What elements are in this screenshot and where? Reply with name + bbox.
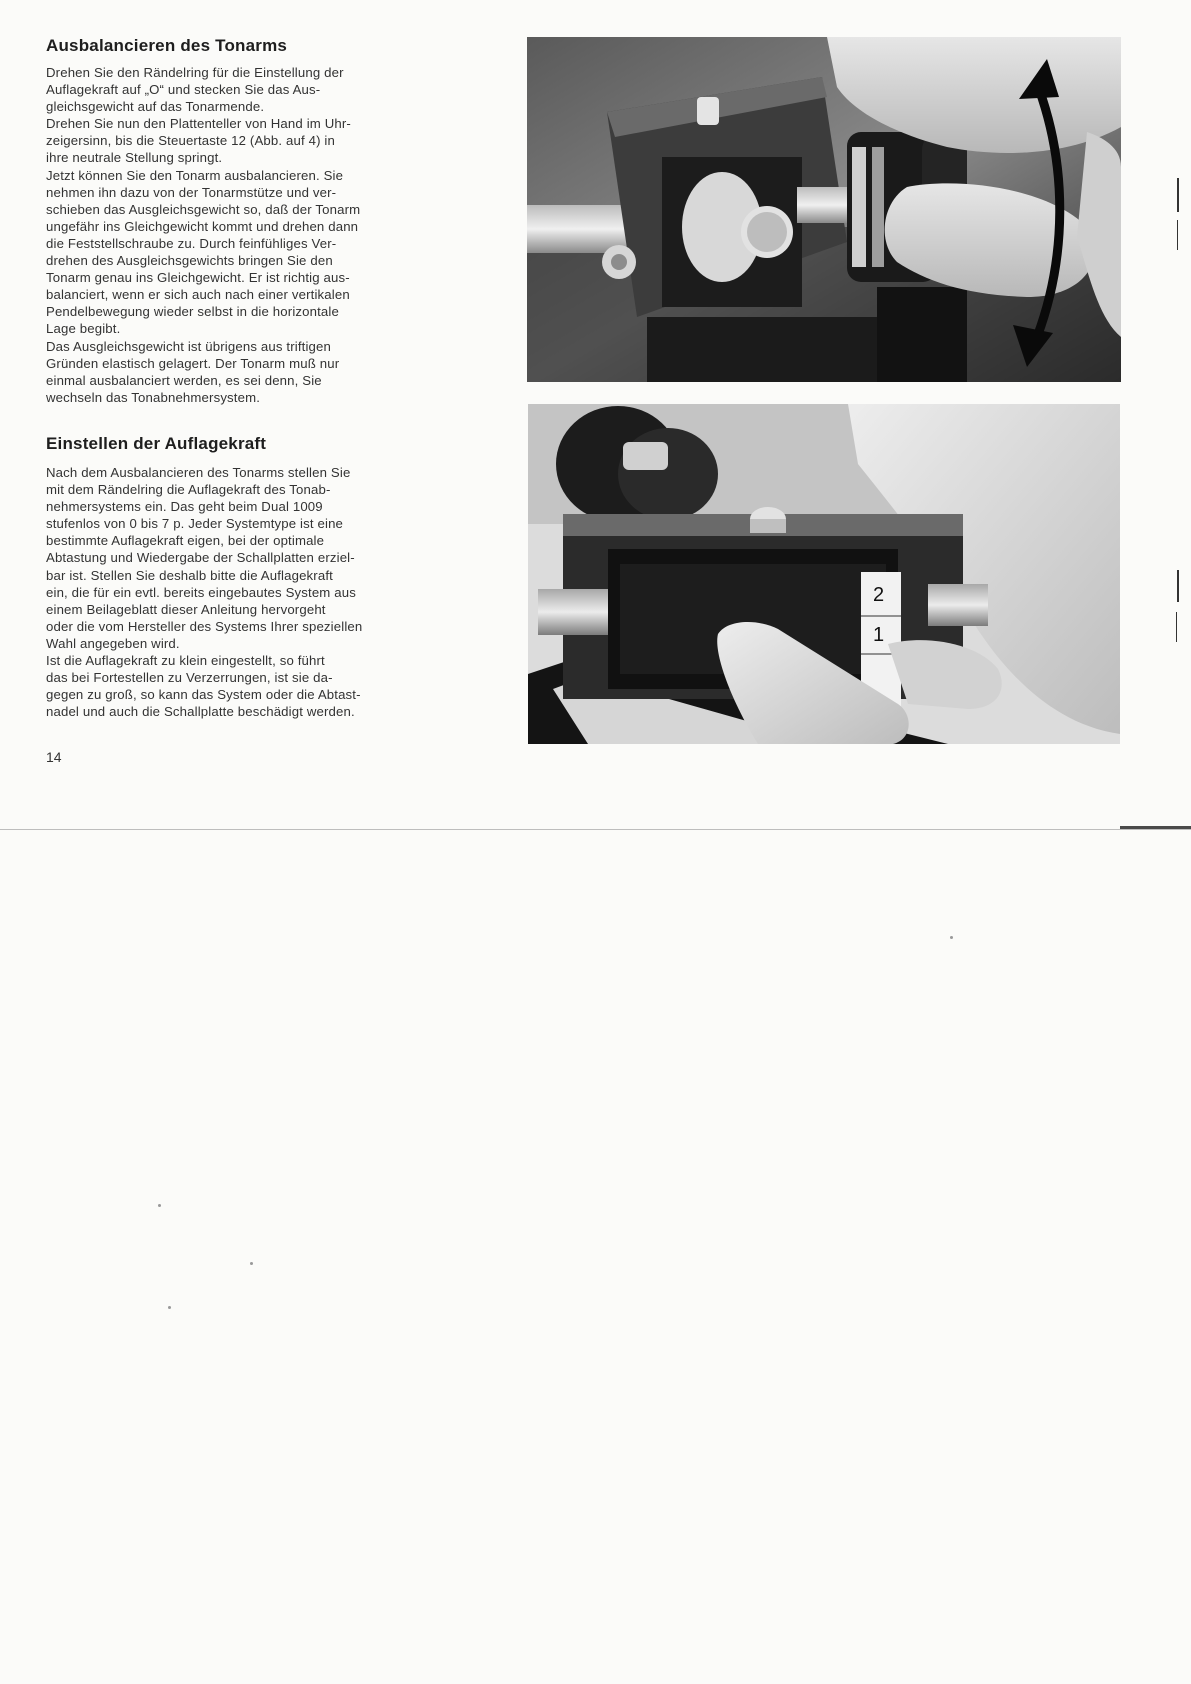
section-text-tracking-force: Nach dem Ausbalancieren des Tonarms stellen Sie mit dem Rändelring die Auflagekraft des Tonab- nehmersystems ein. Das geht beim Dual 1009 stufenlos von 0 bis 7 p. Jeder Systemtype ist eine bestimmte Auflagekraft eigen, bei der optimale Abtastung und Wiedergabe der Schallplatten erziel- bar ist. Stellen Sie deshalb bitte die Auflagekraft ein, die für ein evtl. bereits eingebautes System aus einem Beilageblatt dieser Anleitung hervorgeht oder die vom Hersteller des Systems Ihrer speziellen Wahl angegeben wird. Ist die Auflagekraft zu klein eingestellt, so führt das bei Fortestellen zu Verzerrungen, ist sie da- gegen zu groß, so kann das System oder die Abtast- nadel und auch die Schallplatte beschädigt werden. — [46, 465, 363, 720]
paper-speck — [950, 936, 953, 939]
margin-mark — [1177, 178, 1179, 212]
section-heading-balancing: Ausbalancieren des Tonarms — [46, 36, 288, 55]
photo-counterweight-balancing — [527, 37, 1121, 382]
margin-mark — [1176, 612, 1177, 642]
section-text-balancing: Drehen Sie den Rändelring für die Einstellung der Auflagekraft auf „O“ und stecken Sie das Aus- gleichsgewicht auf das Tonarmende. Drehen Sie nun den Plattenteller von Hand im Uhr- zeigersinn, bis die Steuertaste 12 (Abb. auf 4) in ihre neutrale Stellung springt. Jetzt können Sie den Tonarm ausbalancieren. Sie nehmen ihn dazu von der Tonarmstütze und ver- schieben das Ausgleichsgewicht so, daß der Tonarm ungefähr ins Gleichgewicht kommt und drehen dann die Feststellschraube zu. Durch feinfühliges Ver- drehen des Ausgleichsgewichts bringen Sie den Tonarm genau ins Gleichgewicht. Er ist richtig aus- balanciert, wenn er sich auch nach einer vertikalen Pendelbewegung wieder selbst in die horizontale Lage begibt. Das Ausgleichsgewicht ist übrigens aus triftigen Gründen elastisch gelagert. Der Tonarm muß nur einmal ausbalanciert werden, es sei denn, Sie wechseln das Tonabnehmersystem. — [46, 65, 361, 405]
margin-mark — [1177, 220, 1178, 250]
scale-number-upper: 2 — [873, 584, 885, 606]
page-fold-edge — [1120, 826, 1191, 829]
page-number: 14 — [46, 749, 62, 765]
paper-speck — [168, 1306, 171, 1309]
paper-speck — [250, 1262, 253, 1265]
scale-number-lower: 1 — [873, 624, 885, 646]
page-fold-line — [0, 829, 1191, 830]
margin-mark — [1177, 570, 1179, 602]
photo-tracking-force-scale — [528, 404, 1120, 744]
paper-speck — [158, 1204, 161, 1207]
section-heading-tracking-force: Einstellen der Auflagekraft — [46, 434, 267, 453]
